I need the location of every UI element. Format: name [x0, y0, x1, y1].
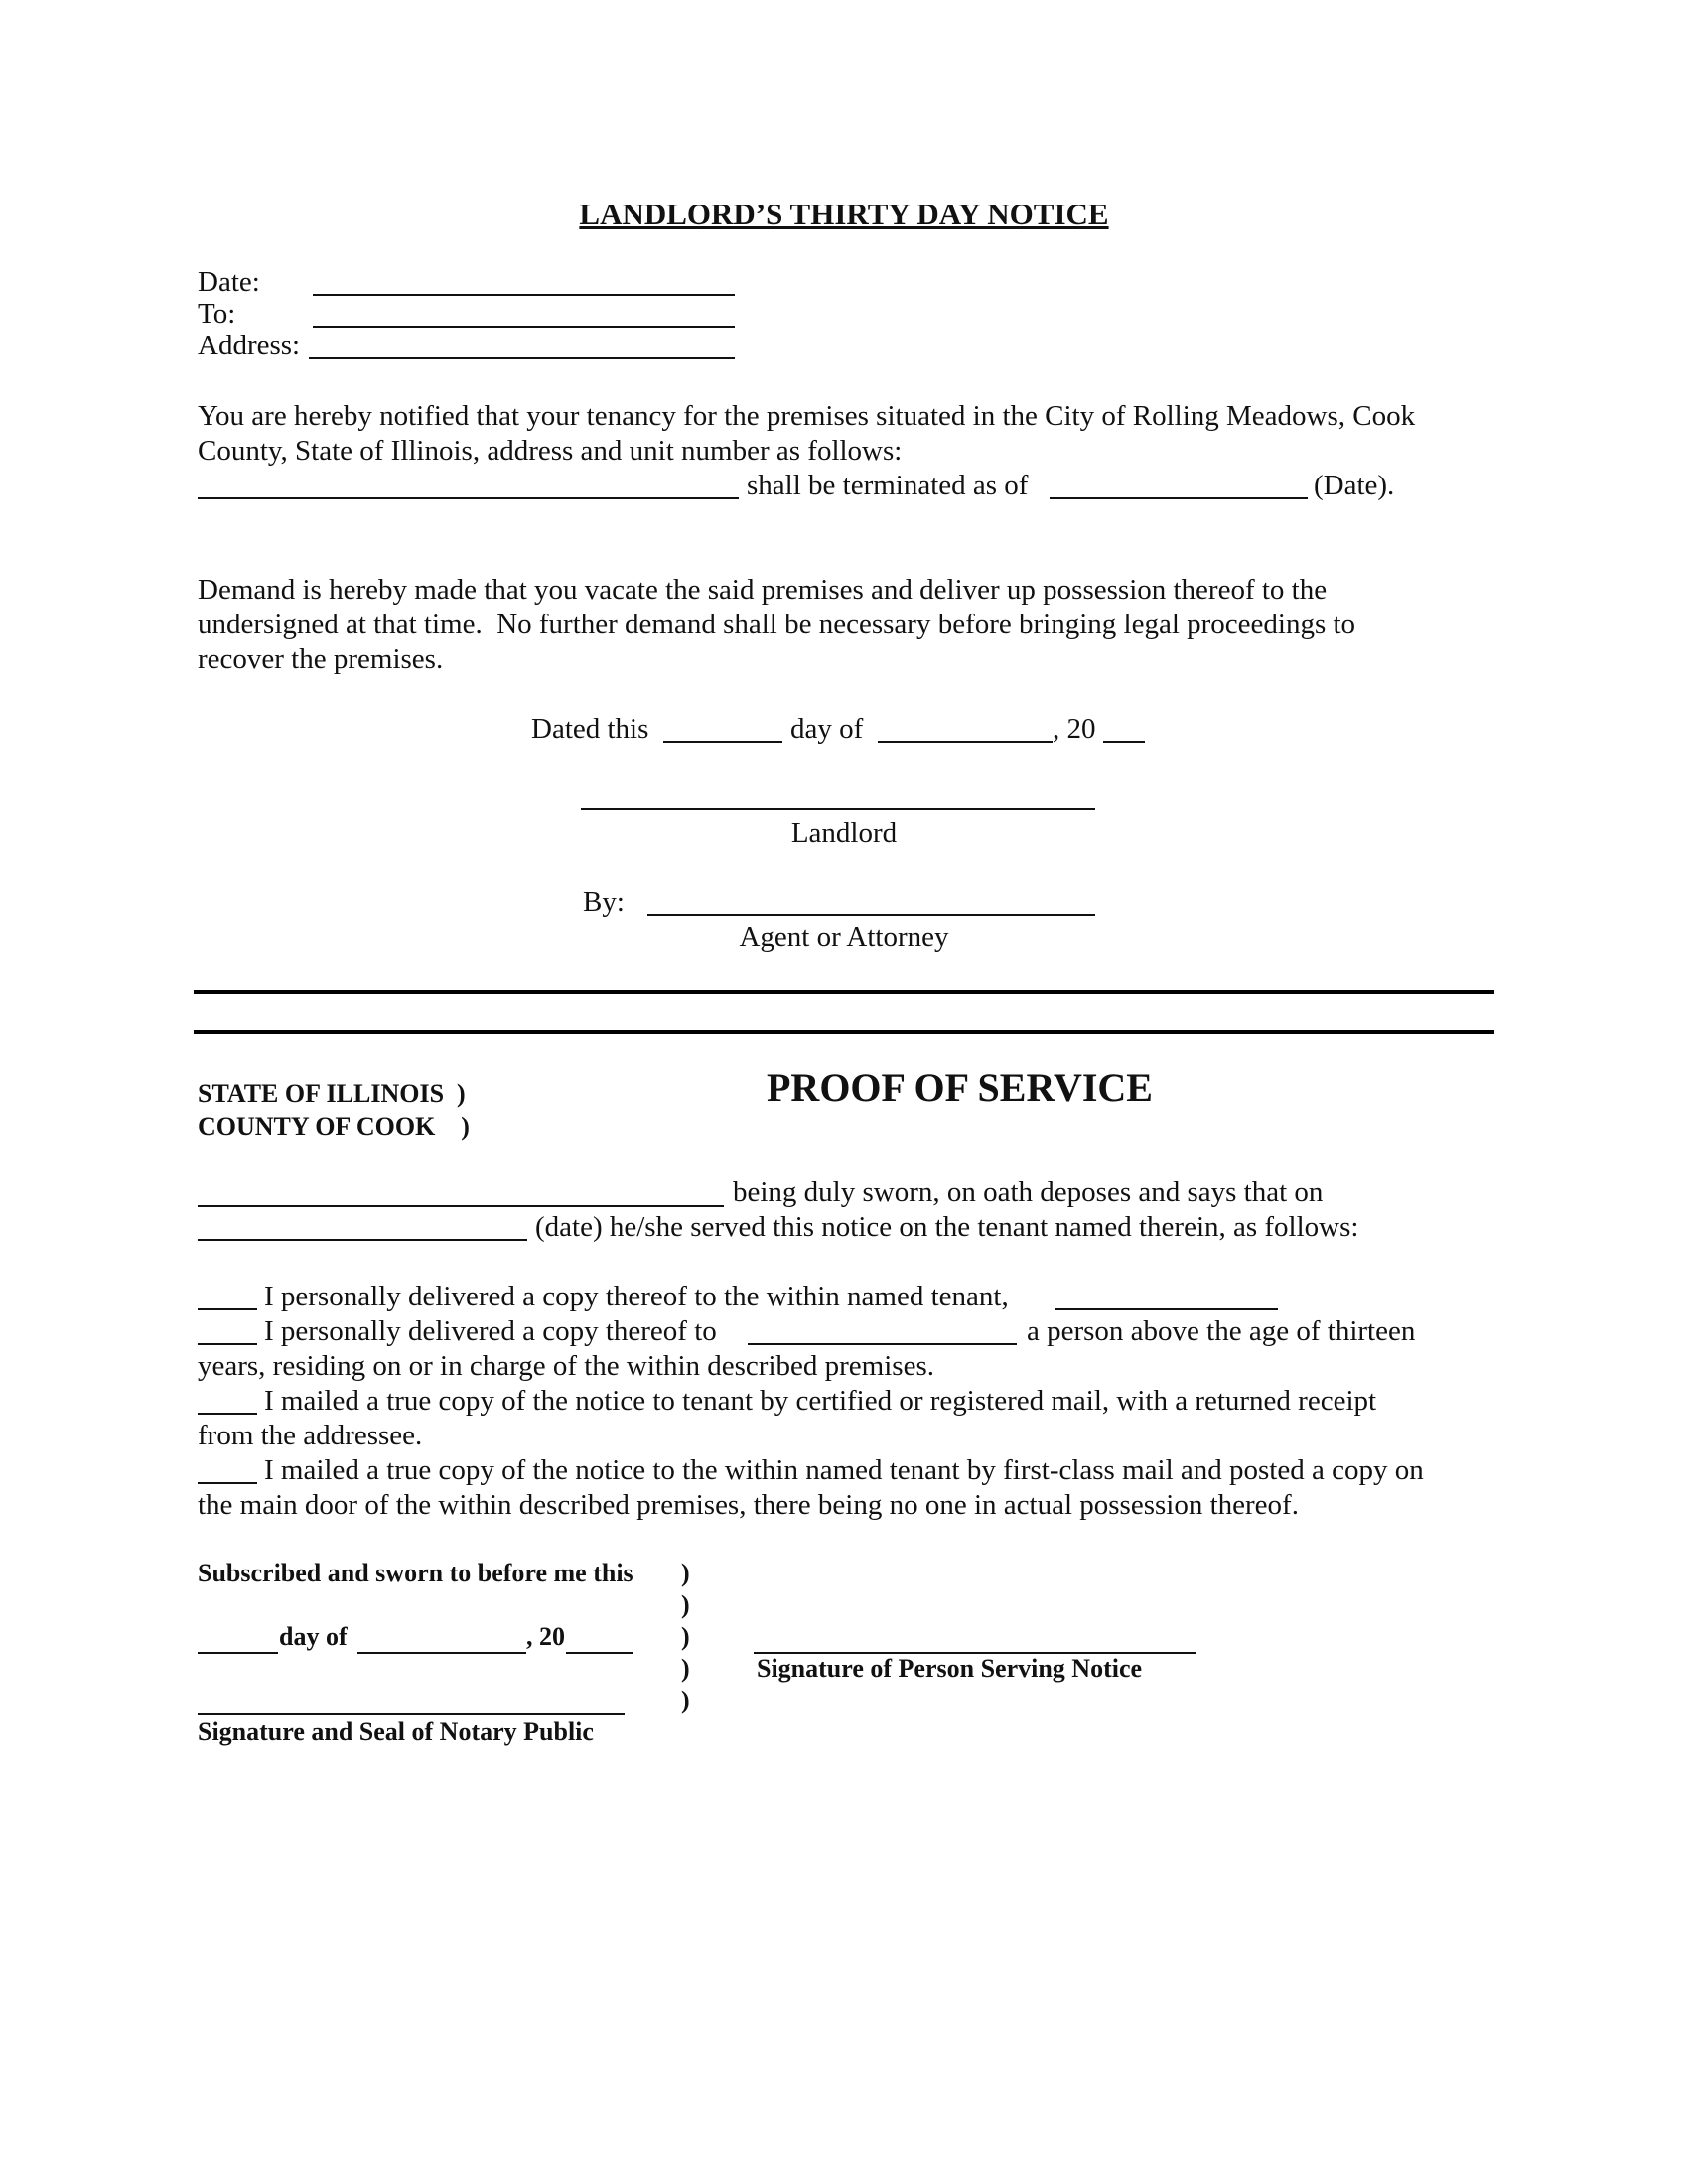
state-line: STATE OF ILLINOIS ): [198, 1079, 466, 1108]
option-2-text-b: a person above the age of thirteen: [1027, 1315, 1416, 1347]
paren-4: ): [681, 1654, 690, 1683]
notary-signature-line[interactable]: [198, 1713, 625, 1715]
notary-day-of: day of: [279, 1622, 348, 1651]
dated-month-field[interactable]: [878, 741, 1053, 743]
notary-day-field[interactable]: [198, 1652, 278, 1654]
option-1-tenant-field[interactable]: [1055, 1308, 1278, 1310]
document-title: LANDLORD’S THIRTY DAY NOTICE: [579, 197, 1109, 231]
date-label: Date:: [198, 266, 260, 298]
landlord-signature-line[interactable]: [581, 808, 1095, 810]
option-2-checkline[interactable]: [198, 1343, 257, 1345]
address-label: Address:: [198, 330, 301, 361]
option-1-checkline[interactable]: [198, 1308, 257, 1310]
paren-1: ): [681, 1559, 690, 1587]
sworn-text: being duly sworn, on oath deposes and says that on: [733, 1176, 1324, 1208]
dated-prefix: Dated this: [531, 713, 649, 745]
termination-date-field[interactable]: [1050, 497, 1308, 499]
date-suffix-text: (Date).: [1314, 470, 1395, 501]
agent-signature-line[interactable]: [647, 914, 1095, 916]
service-date-field[interactable]: [198, 1239, 527, 1241]
divider-rule-top: [194, 990, 1494, 994]
option-1-text: I personally delivered a copy thereof to the within named tenant,: [264, 1281, 1009, 1312]
option-4-checkline[interactable]: [198, 1482, 257, 1484]
option-3-checkline[interactable]: [198, 1413, 257, 1415]
address-field[interactable]: [309, 357, 735, 359]
demand-line-2: undersigned at that time. No further demand shall be necessary before bringing legal proceedings to: [198, 609, 1356, 640]
server-name-field[interactable]: [198, 1205, 724, 1207]
dated-mid: day of: [790, 713, 864, 745]
option-3-text-a: I mailed a true copy of the notice to tenant by certified or registered mail, with a returned receipt: [264, 1385, 1377, 1417]
notice-line-2: County, State of Illinois, address and unit number as follows:: [198, 435, 903, 467]
dated-year-field[interactable]: [1103, 741, 1145, 743]
notice-line-1: You are hereby notified that your tenancy for the premises situated in the City of Rolling Meadows, Cook: [198, 400, 1416, 432]
notary-signature-label: Signature and Seal of Notary Public: [198, 1717, 594, 1746]
agent-label: Agent or Attorney: [739, 921, 949, 953]
to-label: To:: [198, 298, 236, 330]
to-field[interactable]: [313, 326, 735, 328]
paren-3: ): [681, 1622, 690, 1651]
served-text: (date) he/she served this notice on the tenant named therein, as follows:: [535, 1211, 1359, 1243]
date-field[interactable]: [313, 294, 735, 296]
demand-line-3: recover the premises.: [198, 643, 444, 675]
dated-suffix: , 20: [1053, 713, 1096, 745]
paren-2: ): [681, 1590, 690, 1619]
option-4-text-a: I mailed a true copy of the notice to the within named tenant by first-class mail and posted a copy on: [264, 1454, 1424, 1486]
option-2-person-field[interactable]: [748, 1343, 1017, 1345]
landlord-label: Landlord: [790, 817, 898, 849]
divider-rule-bottom: [194, 1030, 1494, 1034]
proof-of-service-heading: PROOF OF SERVICE: [767, 1065, 1153, 1110]
terminated-text: shall be terminated as of: [747, 470, 1029, 501]
server-signature-label: Signature of Person Serving Notice: [757, 1654, 1143, 1683]
dated-day-field[interactable]: [663, 741, 782, 743]
by-label: By:: [583, 887, 625, 918]
option-3-text-b: from the addressee.: [198, 1420, 423, 1451]
notary-month-field[interactable]: [357, 1652, 526, 1654]
option-4-text-b: the main door of the within described premises, there being no one in actual possession thereof.: [198, 1489, 1299, 1521]
subscribed-text: Subscribed and sworn to before me this: [198, 1559, 633, 1587]
county-line: COUNTY OF COOK ): [198, 1112, 470, 1141]
premises-address-field[interactable]: [198, 497, 739, 499]
option-2-text-c: years, residing on or in charge of the within described premises.: [198, 1350, 934, 1382]
option-2-text-a: I personally delivered a copy thereof to: [264, 1315, 717, 1347]
paren-5: ): [681, 1686, 690, 1714]
demand-line-1: Demand is hereby made that you vacate the said premises and deliver up possession thereof to the: [198, 574, 1328, 606]
notary-year-prefix: , 20: [526, 1622, 565, 1651]
notary-year-field[interactable]: [566, 1652, 633, 1654]
